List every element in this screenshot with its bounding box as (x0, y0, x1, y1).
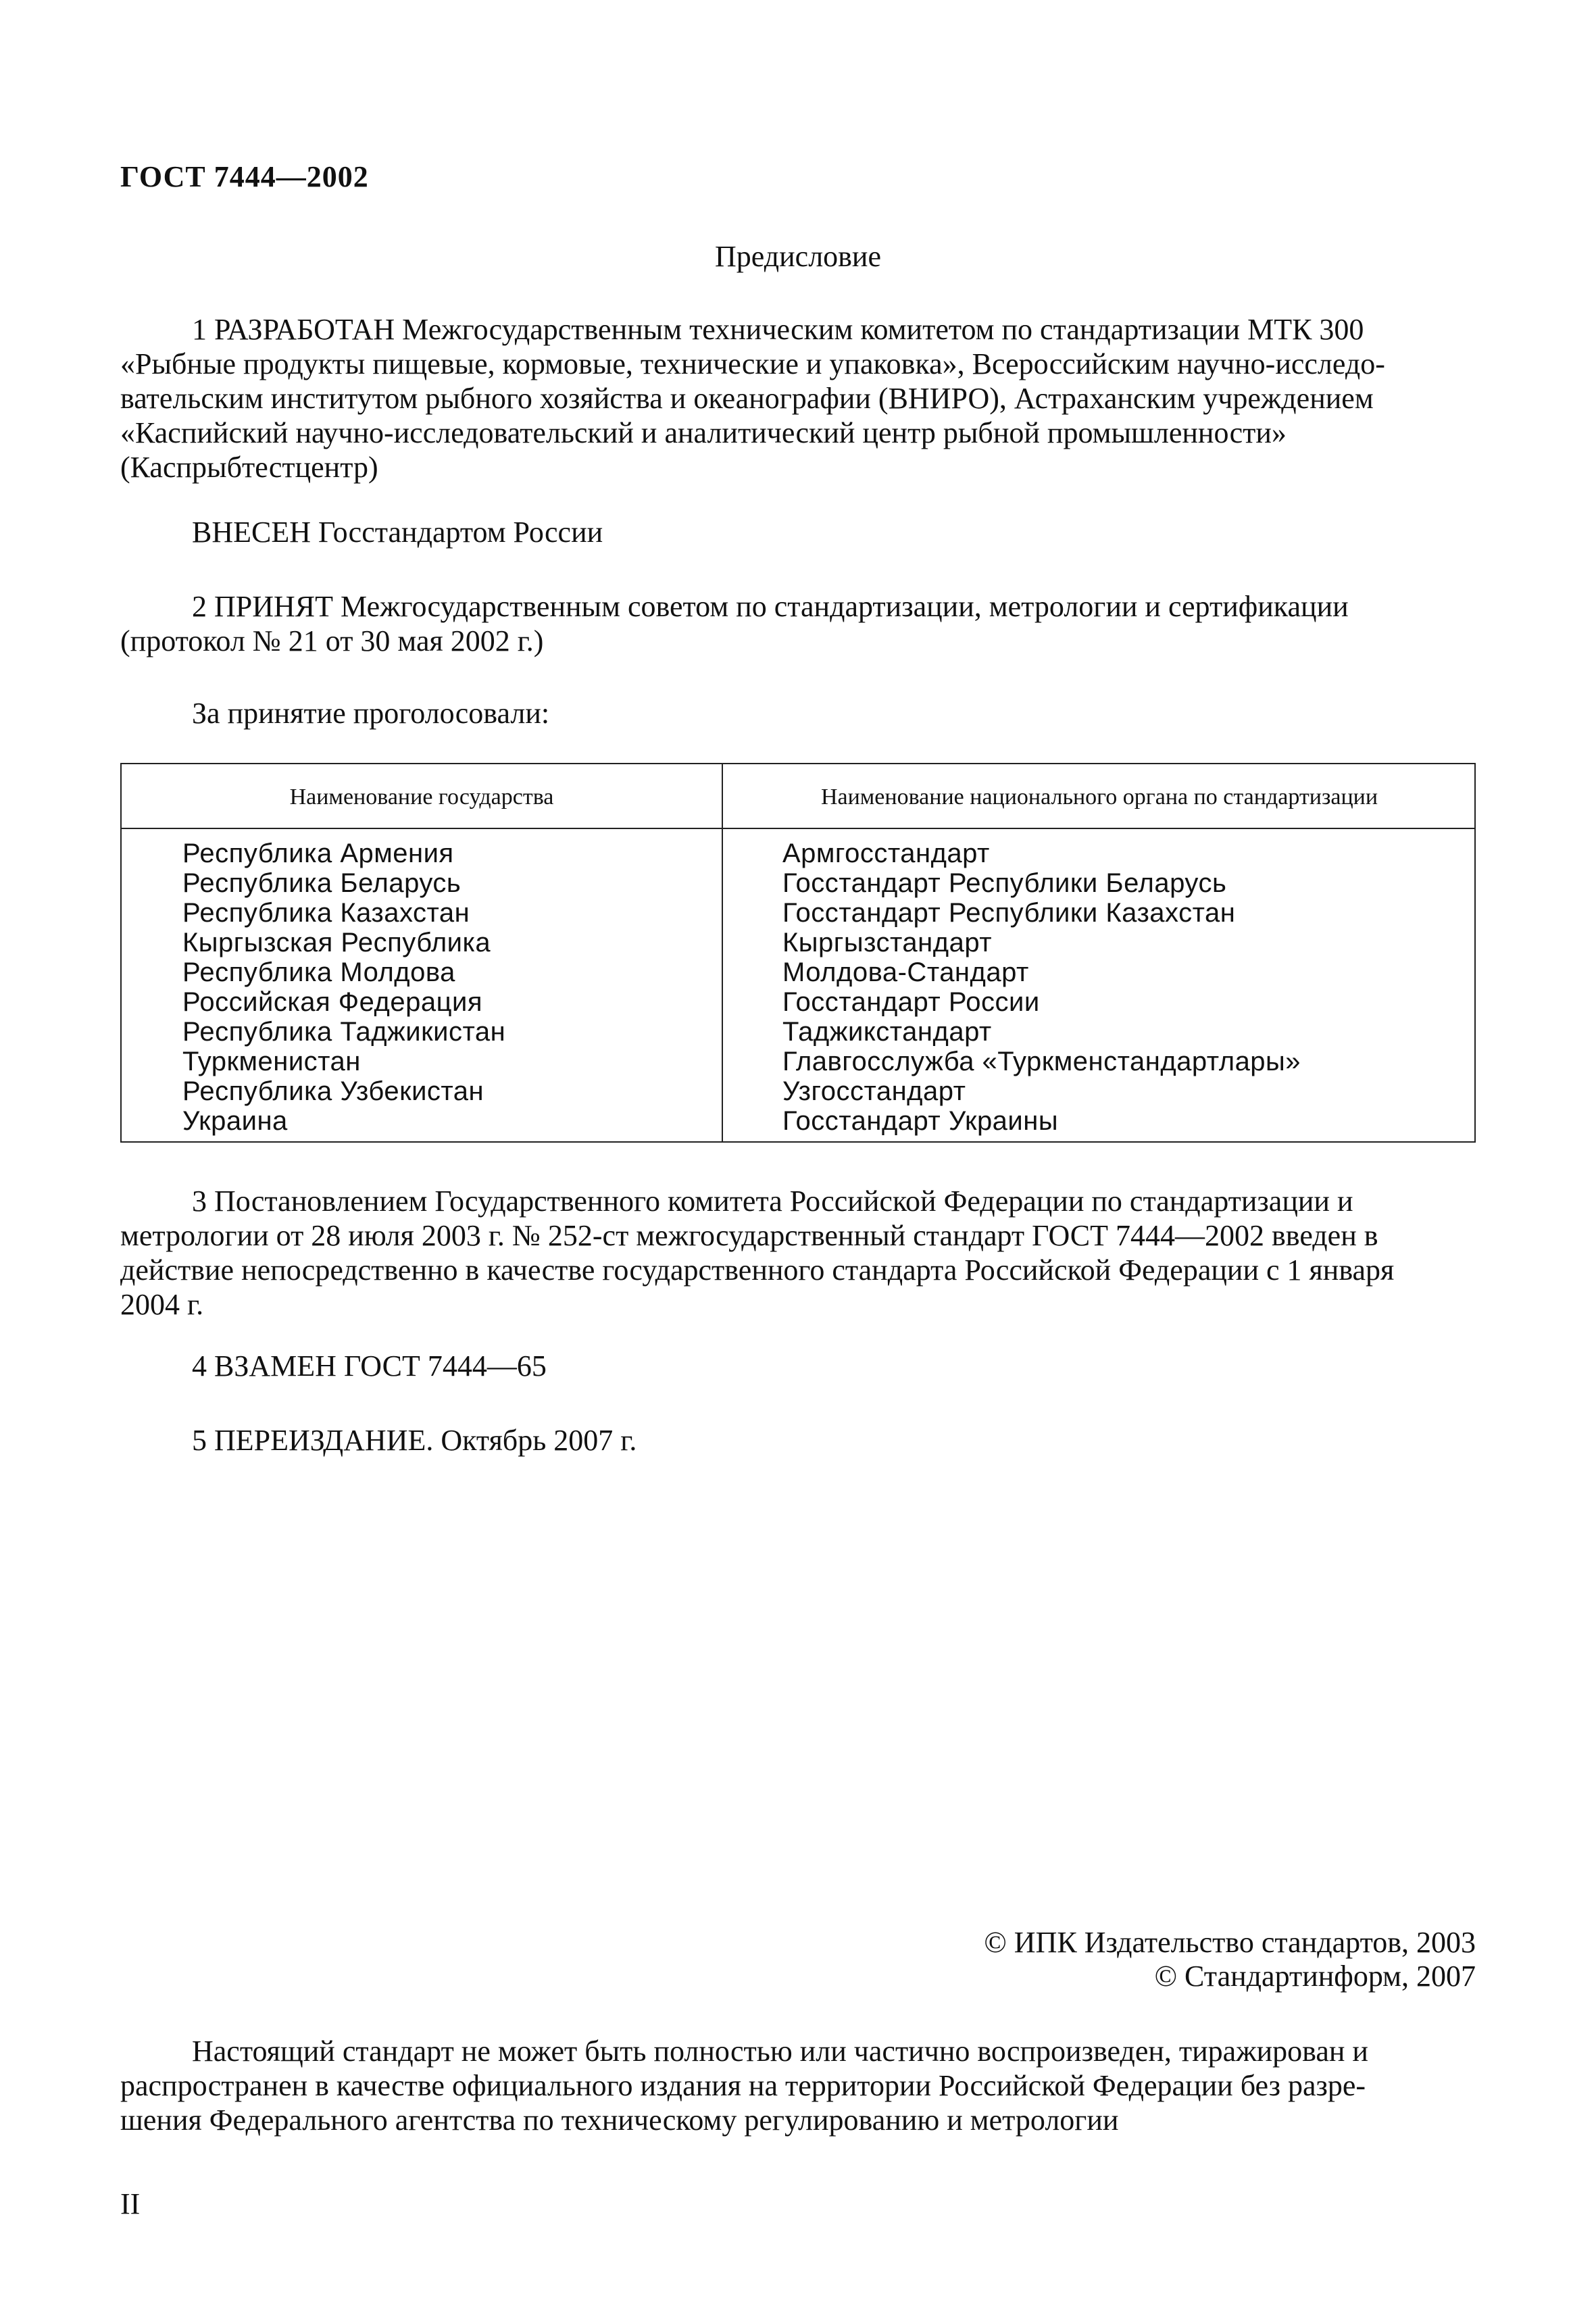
table-header-divider (122, 828, 1474, 829)
paragraph-developed-by (120, 312, 1476, 484)
table-cell-body: Молдова-Стандарт (782, 957, 1029, 987)
copyright-block (984, 1926, 1476, 1993)
paragraph-line: действие непосредственно в качестве государственного стандарта Российской Федерации с 1 января (120, 1253, 1395, 1287)
table-column-national-bodies (782, 839, 1301, 1136)
table-cell-state: Российская Федерация (182, 987, 483, 1017)
table-cell-body: Госстандарт Украины (782, 1106, 1059, 1136)
table-cell-state: Украина (182, 1106, 288, 1136)
paragraph-line: За принятие проголосовали: (192, 697, 550, 730)
table-cell-state: Туркменистан (182, 1047, 361, 1076)
copyright-line: © ИПК Издательство стандартов, 2003 (984, 1926, 1476, 1959)
table-header-national-body: Наименование национального органа по стандартизации (820, 785, 1378, 810)
paragraph-reissue (120, 1423, 1476, 1458)
paragraph-line: метрологии от 28 июля 2003 г. № 252-ст межгосударственный стандарт ГОСТ 7444—2002 введен в (120, 1219, 1378, 1252)
table-cell-body: Госстандарт России (782, 987, 1040, 1017)
table-cell-body: Госстандарт Республики Беларусь (782, 868, 1227, 898)
table-column-divider (722, 764, 723, 1141)
paragraph-line: 2004 г. (120, 1288, 204, 1321)
table-cell-state: Республика Таджикистан (182, 1017, 506, 1047)
paragraph-adopted-by (120, 589, 1476, 658)
paragraph-line: «Рыбные продукты пищевые, кормовые, технические и упаковка», Всероссийским научно-исследо- (120, 347, 1385, 380)
paragraph-line: вательским институтом рыбного хозяйства и океанографии (ВНИРО), Астраханским учреждением (120, 382, 1374, 415)
reproduction-notice (120, 2034, 1476, 2137)
paragraph-voted (120, 696, 1476, 730)
paragraph-line: «Каспийский научно-исследовательский и аналитический центр рыбной промышленности» (120, 416, 1287, 449)
table-cell-body: Армгосстандарт (782, 839, 990, 868)
table-cell-body: Кыргызстандарт (782, 928, 993, 957)
table-cell-state: Республика Армения (182, 839, 454, 868)
table-cell-body: Госстандарт Республики Казахстан (782, 898, 1236, 928)
table-cell-state: Республика Казахстан (182, 898, 470, 928)
copyright-line: © Стандартинформ, 2007 (1154, 1960, 1476, 1993)
table-cell-body: Таджикстандарт (782, 1017, 992, 1047)
paragraph-enacted (120, 1184, 1476, 1322)
page-number: II (120, 2187, 141, 2220)
paragraph-introduced-by (120, 515, 1476, 549)
table-header-state: Наименование государства (289, 785, 554, 810)
section-title: Предисловие (715, 240, 881, 273)
paragraph-line: шения Федерального агентства по техническому регулированию и метрологии (120, 2104, 1119, 2137)
table-cell-state: Кыргызская Республика (182, 928, 491, 957)
paragraph-line: (Каспрыбтестцентр) (120, 451, 378, 484)
table-cell-body: Узгосстандарт (782, 1076, 966, 1106)
voting-states-table (120, 763, 1476, 1143)
table-cell-body: Главгосслужба «Туркменстандартлары» (782, 1047, 1301, 1076)
paragraph-line: 4 ВЗАМЕН ГОСТ 7444—65 (192, 1349, 547, 1383)
paragraph-line: ВНЕСЕН Госстандартом России (192, 516, 603, 549)
table-cell-state: Республика Узбекистан (182, 1076, 484, 1106)
paragraph-line: 1 РАЗРАБОТАН Межгосударственным техническим комитетом по стандартизации МТК 300 (192, 313, 1364, 346)
paragraph-line: 2 ПРИНЯТ Межгосударственным советом по стандартизации, метрологии и сертификации (192, 590, 1349, 623)
standard-code-header: ГОСТ 7444—2002 (120, 160, 369, 193)
paragraph-line: 3 Постановлением Государственного комитета Российской Федерации по стандартизации и (192, 1185, 1353, 1218)
table-cell-state: Республика Беларусь (182, 868, 462, 898)
paragraph-line: распространен в качестве официального издания на территории Российской Федерации без разре- (120, 2069, 1366, 2102)
paragraph-line: Настоящий стандарт не может быть полностью или частично воспроизведен, тиражирован и (192, 2035, 1368, 2068)
paragraph-line: 5 ПЕРЕИЗДАНИЕ. Октябрь 2007 г. (192, 1424, 637, 1457)
paragraph-line: (протокол № 21 от 30 мая 2002 г.) (120, 624, 544, 657)
table-column-states (182, 839, 505, 1136)
table-cell-state: Республика Молдова (182, 957, 455, 987)
paragraph-replaces (120, 1349, 1476, 1383)
